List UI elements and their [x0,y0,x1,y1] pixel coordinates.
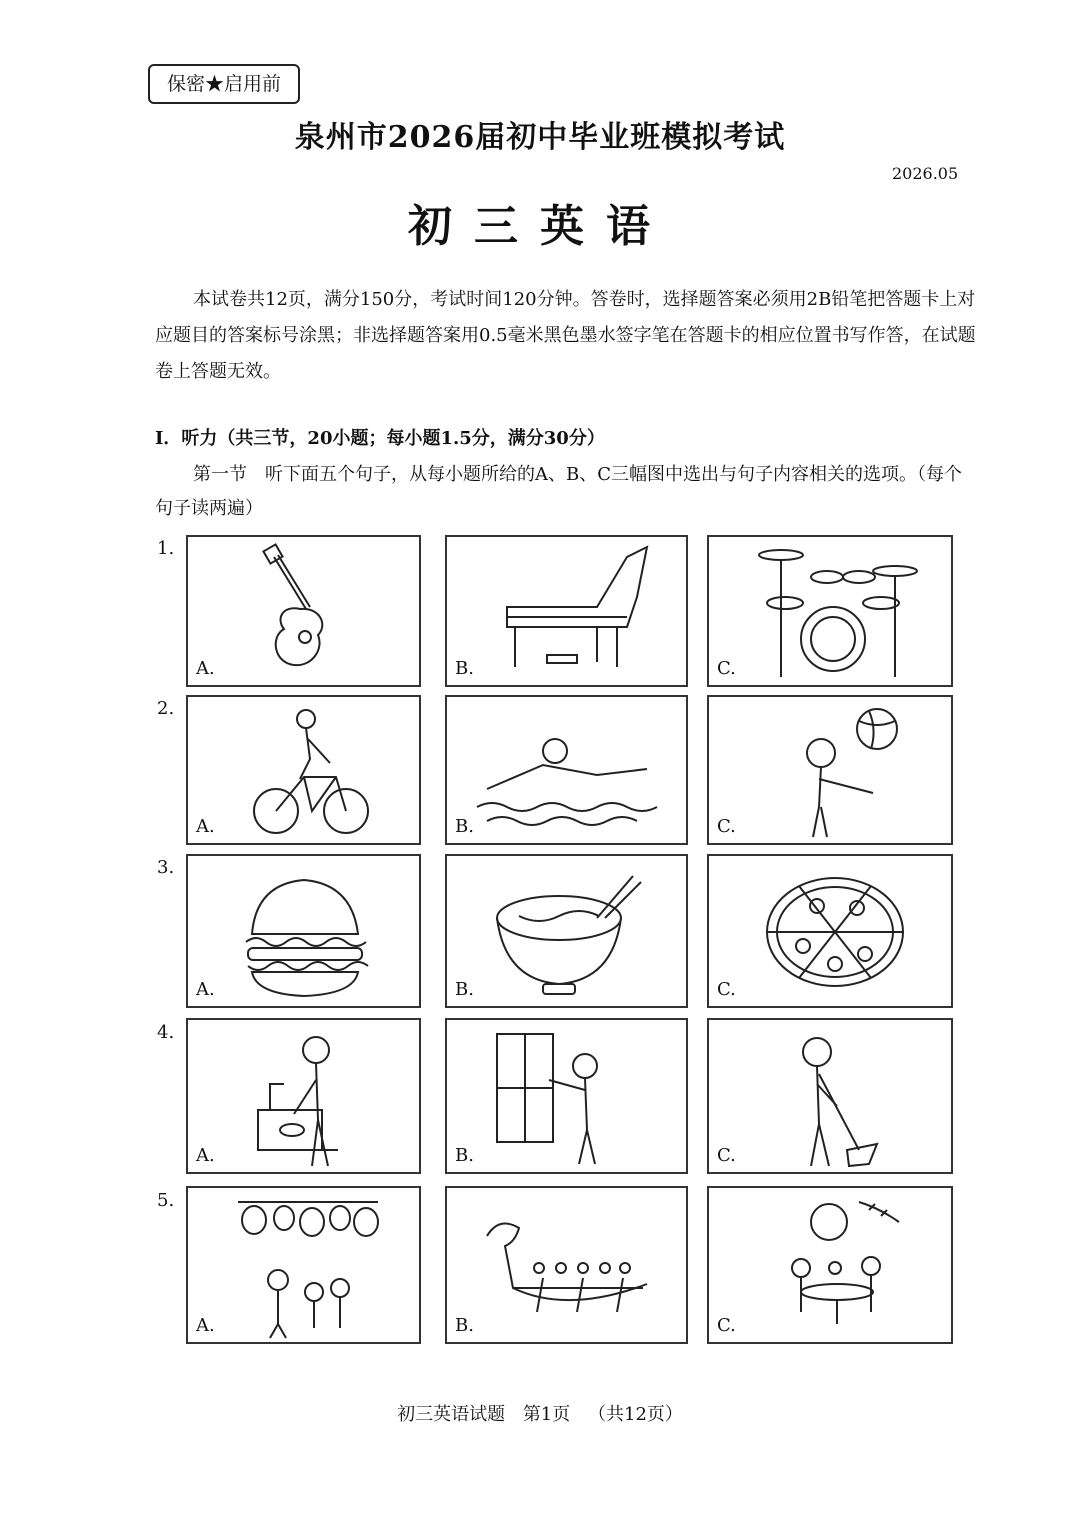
page-footer [0,1400,1080,1426]
option-picture-dragon-boat[interactable] [445,1186,688,1344]
subject-title: 初三英语 [408,201,672,252]
option-label: A. [196,979,215,1000]
option-picture-lanterns[interactable] [186,1186,421,1344]
option-label: B. [455,979,474,1000]
option-picture-guitar[interactable] [186,535,421,687]
piano-icon [447,537,688,687]
drum-kit-icon [709,537,953,687]
girl-riding-bike-icon [188,697,421,845]
lantern-festival-icon [188,1188,421,1344]
option-label: A. [196,1145,215,1166]
option-label: A. [196,816,215,837]
option-picture-cycling[interactable] [186,695,421,845]
option-picture-sweeping[interactable] [707,1018,953,1174]
option-label: B. [455,816,474,837]
hamburger-icon [188,856,421,1008]
exam-title: 泉州市2026届初中毕业班模拟考试 [294,120,786,155]
option-picture-piano[interactable] [445,535,688,687]
option-label: C. [717,1315,736,1336]
guitar-icon [188,537,421,687]
noodles-bowl-icon [447,856,688,1008]
option-picture-noodles[interactable] [445,854,688,1008]
option-picture-swimming[interactable] [445,695,688,845]
question-number: 5. [157,1190,175,1211]
option-label: B. [455,1145,474,1166]
footer-subject: 初三英语试题 [397,1404,506,1425]
pizza-icon [709,856,953,1008]
dragon-boat-icon [447,1188,688,1344]
question-number: 3. [157,857,175,878]
option-label: B. [455,1315,474,1336]
option-picture-cleaning-window[interactable] [445,1018,688,1174]
mid-autumn-family-icon [709,1188,953,1344]
option-label: C. [717,816,736,837]
footer-page: 第1页 [522,1404,571,1425]
option-label: B. [455,658,474,679]
section-heading: I．听力（共三节，20小题；每小题1.5分，满分30分） [155,428,605,449]
girl-swimming-icon [447,697,688,845]
option-picture-drums[interactable] [707,535,953,687]
exam-instructions: 本试卷共12页，满分150分，考试时间120分钟。答卷时，选择题答案必须用2B铅笔把答题卡上对应题目的答案标号涂黑；非选择题答案用0.5毫米黑色墨水签字笔在答题卡的相应位置书写作答，在试题卷上答题无效。 [155,289,976,382]
question-number: 1. [157,538,175,559]
option-picture-hamburger[interactable] [186,854,421,1008]
option-picture-washing-dishes[interactable] [186,1018,421,1174]
option-label: C. [717,979,736,1000]
option-picture-mid-autumn[interactable] [707,1186,953,1344]
question-number: 4. [157,1022,175,1043]
option-label: A. [196,658,215,679]
confidential-label: 保密★启用前 [148,64,300,104]
boy-sweeping-icon [709,1020,953,1174]
option-label: C. [717,1145,736,1166]
option-picture-pizza[interactable] [707,854,953,1008]
option-label: A. [196,1315,215,1336]
section-instruction: 第一节 听下面五个句子，从每小题所给的A、B、C三幅图中选出与句子内容相关的选项。（每个句子读两遍） [155,464,962,519]
exam-date: 2026.05 [892,164,959,183]
option-picture-volleyball[interactable] [707,695,953,845]
boy-washing-dishes-icon [188,1020,421,1174]
girl-volleyball-icon [709,697,953,845]
option-label: C. [717,658,736,679]
footer-total: （共12页） [588,1404,683,1425]
question-number: 2. [157,698,175,719]
boy-cleaning-window-icon [447,1020,688,1174]
